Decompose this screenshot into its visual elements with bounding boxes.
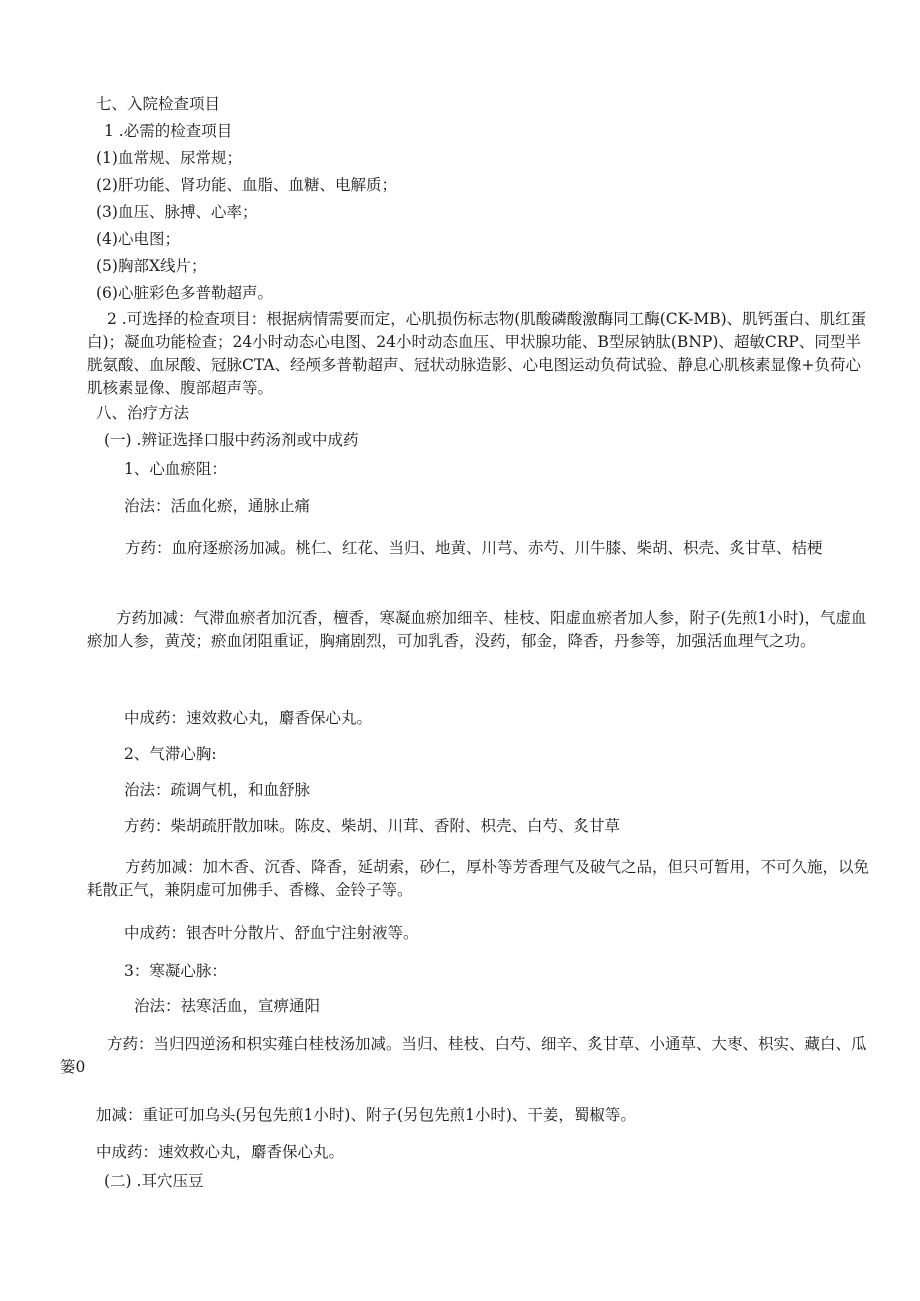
required-exam-item: (2)肝功能、肾功能、血脂、血糖、电解质； [96,176,397,194]
syndrome-3-patent-medicine: 中成药：速效救心丸，麝香保心丸。 [96,1143,345,1161]
syndrome-1-formula: 方药：血府逐瘀汤加减。桃仁、红花、当归、地黄、川芎、赤芍、川牛膝、柴胡、枳壳、炙甘草、桔梗 [125,539,823,557]
required-exam-item: (4)心电图； [96,230,180,248]
syndrome-1-method: 治法：活血化瘀，通脉止痛 [124,497,311,515]
syndrome-1-modifications: 方药加减：气滞血瘀者加沉香，檀香，寒凝血瘀加细辛、桂枝、阳虚血瘀者加人参，附子(先煎1小时)，气虚血瘀加人参，黄茂；瘀血闭阻重证，胸痛剧烈，可加乳香，没药，郁金，降香，丹参等，加强活血理气之功。 [87,609,867,650]
syndrome-2-modifications: 方药加减：加木香、沉香、降香，延胡索，砂仁，厚朴等芳香理气及破气之品，但只可暂用，不可久施，以免耗散正气，兼阴虚可加佛手、香橼、金铃子等。 [87,858,870,899]
section-7-heading: 七、入院检查项目 [96,95,221,113]
syndrome-2-patent-medicine: 中成药：银杏叶分散片、舒血宁注射液等。 [124,924,419,942]
syndrome-3-modifications: 加减：重证可加乌头(另包先煎1小时)、附子(另包先煎1小时)、干姜，蜀椒等。 [96,1106,636,1124]
syndrome-3-title: 3：寒凝心脉： [124,962,227,980]
required-exam-item: (1)血常规、尿常规； [96,149,242,167]
syndrome-2-formula: 方药：柴胡疏肝散加味。陈皮、柴胡、川茸、香附、枳壳、白芍、炙甘草 [124,817,621,835]
syndrome-2-method: 治法：疏调气机，和血舒脉 [124,781,311,799]
required-exam-item: (3)血压、脉搏、心率； [96,203,258,221]
syndrome-1-title: 1、心血瘀阻： [124,460,227,478]
required-exam-item: (5)胸部X线片； [96,257,207,275]
required-exam-item: (6)心脏彩色多普勒超声。 [96,284,273,302]
oral-tcm-heading: (一) .辨证选择口服中药汤剂或中成药 [104,431,359,449]
optional-exams-paragraph: 2 .可选择的检查项目：根据病情需要而定，心肌损伤标志物(肌酸磷酸激酶同工酶(CK-MB)、肌钙蛋白、肌红蛋白)；凝血功能检查；24小时动态心电图、24小时动态血压、甲状腺功能、B型尿钠肽(BNP)、超敏CRP、同型半胱氨酸、血尿酸、冠脉CTA、经颅多普勒超声、冠状动脉造影、心电图运动负荷试验、静息心肌核素显像+负荷心肌核素显像、腹部超声等。 [87,310,867,397]
section-8-heading: 八、治疗方法 [96,404,190,422]
ear-acupoint-heading: (二) .耳穴压豆 [104,1172,204,1190]
required-exams-heading: 1 .必需的检查项目 [104,122,233,140]
syndrome-3-formula: 方药：当归四逆汤和枳实薤白桂枝汤加减。当归、桂枝、白芍、细辛、炙甘草、小通草、大枣、枳实、藏白、瓜篓0 [60,1035,867,1076]
syndrome-2-title: 2、气滞心胸: [124,745,217,763]
syndrome-3-method: 治法：祛寒活血，宣痹通阳 [134,997,321,1015]
syndrome-1-patent-medicine: 中成药：速效救心丸，麝香保心丸。 [124,709,373,727]
